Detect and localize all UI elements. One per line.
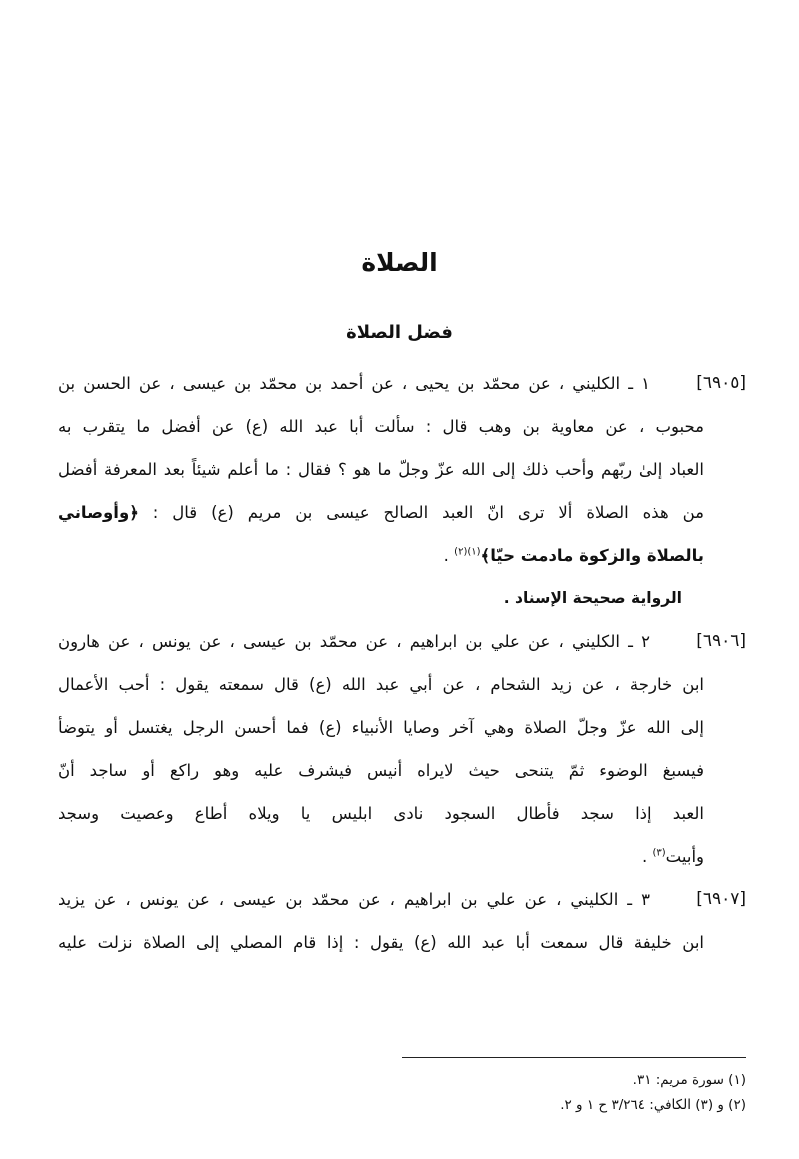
text-segment: . xyxy=(641,847,653,866)
section-title: فضل الصلاة xyxy=(346,322,453,343)
text-segment: ٣ ـ الكليني ، عن علي بن ابراهيم ، عن محمّد بن عيسى ، عن يونس ، عن يزيد xyxy=(58,890,650,909)
footnotes xyxy=(402,1068,746,1118)
text-line xyxy=(58,835,746,878)
footnote-1: (١) سورة مريم: ٣١. xyxy=(632,1072,746,1088)
text-line xyxy=(58,534,746,577)
text-segment: العبد إذا سجد فأطال السجود نادى ابليس يا ويلاه أطاع وعصيت وسجد xyxy=(58,804,704,823)
text-segment: ٢ ـ الكليني ، عن علي بن ابراهيم ، عن محمّد بن عيسى ، عن يونس ، عن هارون xyxy=(58,632,650,651)
text-segment: العباد إلىٰ ربّهم وأحب ذلك إلى الله عزّ وجلّ ما هو ؟ فقال : ما أعلم شيئاً بعد المعرفة أفضل xyxy=(58,460,704,479)
page-title: الصلاة xyxy=(361,248,438,277)
hadith-body xyxy=(58,362,746,964)
quran-verse: بالصلاة والزكوة مادمت حيّا﴾ xyxy=(480,546,704,565)
text-line xyxy=(58,620,746,663)
text-segment: . xyxy=(443,546,455,565)
text-segment: وأبيت xyxy=(665,847,704,866)
hadith-entry xyxy=(58,878,746,964)
text-line xyxy=(58,706,746,749)
text-line xyxy=(58,362,746,405)
text-line xyxy=(58,921,746,964)
hadith-number: [٦٩٠٧] xyxy=(696,889,746,909)
hadith-number: [٦٩٠٥] xyxy=(696,373,746,393)
quran-verse: ﴿وأوصاني xyxy=(58,503,139,522)
footnote-ref: (٣) xyxy=(652,847,666,859)
text-line xyxy=(58,792,746,835)
chain-grading: الرواية صحيحة الإسناد . xyxy=(503,589,682,607)
text-segment: محبوب ، عن معاوية بن وهب قال : سألت أبا عبد الله (ع) عن أفضل ما يتقرب به xyxy=(58,417,704,436)
hadith-number: [٦٩٠٦] xyxy=(696,631,746,651)
footnote-separator xyxy=(402,1057,746,1058)
text-line xyxy=(58,663,746,706)
text-segment: ١ ـ الكليني ، عن محمّد بن يحيى ، عن أحمد بن محمّد بن عيسى ، عن الحسن بن xyxy=(58,374,650,393)
text-segment: ابن خارجة ، عن زيد الشحام ، عن أبي عبد الله (ع) قال سمعته يقول : أحب الأعمال xyxy=(58,675,704,694)
text-segment: فيسبغ الوضوء ثمّ يتنحى حيث لايراه أنيس فيشرف عليه وهو راكع أو ساجد أنّ xyxy=(58,761,704,780)
hadith-entry xyxy=(58,362,746,620)
text-line xyxy=(58,749,746,792)
text-segment: إلى الله عزّ وجلّ الصلاة وهي آخر وصايا الأنبياء (ع) فما أحسن الرجل يغتسل أو يتوضأ xyxy=(58,718,704,737)
hadith-entry xyxy=(58,620,746,878)
text-line xyxy=(58,878,746,921)
text-line xyxy=(58,448,746,491)
footnote-ref: (١)(٢) xyxy=(454,546,481,558)
text-segment: ابن خليفة قال سمعت أبا عبد الله (ع) يقول : إذا قام المصلي إلى الصلاة نزلت عليه xyxy=(58,933,704,952)
text-line xyxy=(58,405,746,448)
footnote-2: (٢) و (٣) الكافي: ٣/٢٦٤ ح ١ و ٢. xyxy=(560,1097,746,1113)
text-segment: من هذه الصلاة ألا ترى انّ العبد الصالح عيسى بن مريم (ع) قال : xyxy=(138,503,704,522)
text-line xyxy=(58,491,746,534)
